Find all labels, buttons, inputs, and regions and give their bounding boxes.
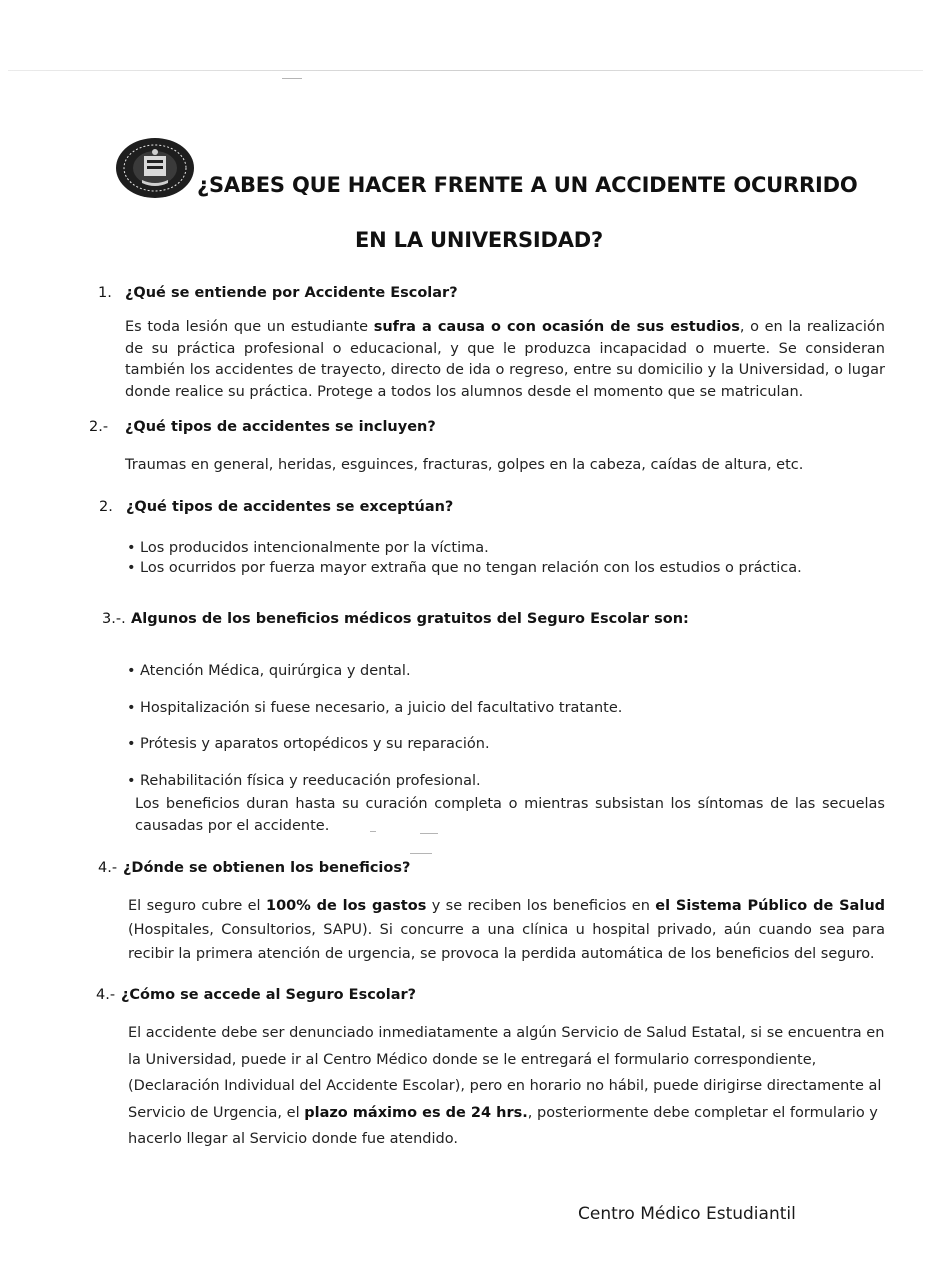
section-number: 4.-: [98, 860, 118, 876]
section-question: ¿Qué tipos de accidentes se incluyen?: [125, 419, 436, 435]
list-item: • Rehabilitación física y reeducación profesional.: [127, 763, 622, 800]
section-heading-2: [89, 419, 436, 435]
body-text-bold: sufra a causa o con ocasión de sus estudios: [373, 319, 740, 335]
section-heading-4: [102, 611, 689, 627]
section-question: Algunos de los beneficios médicos gratuitos del Seguro Escolar son:: [131, 611, 689, 627]
section-heading-3: [99, 499, 453, 515]
section-heading-1: [98, 285, 458, 301]
section-body-1: [125, 317, 885, 403]
signature-office: Centro Médico Estudiantil: [578, 1204, 796, 1224]
exceptions-list: [127, 538, 802, 578]
section-question: ¿Qué se entiende por Accidente Escolar?: [125, 285, 458, 301]
section-number: 2.: [99, 499, 113, 515]
document-title-line-1: ¿SABES QUE HACER FRENTE A UN ACCIDENTE OCURRIDO: [197, 173, 858, 197]
section-number: 4.-: [96, 987, 116, 1003]
body-text: y se reciben los beneficios en: [426, 898, 656, 914]
university-seal-icon: [114, 136, 196, 200]
body-text: El seguro cubre el: [128, 898, 266, 914]
body-text: El accidente debe ser denunciado inmediatamente a algún Servicio de Salud Estatal, si se encuentra en la Universidad, puede ir al Centro Médico donde se le entregará el formulario correspondiente, (Declaración Individual del Accidente Escolar), pero en horario no hábil, puede dirigirse directamente al Servicio de Urgencia, el: [128, 1025, 885, 1121]
section-heading-6: [96, 987, 416, 1003]
section-heading-5: [98, 860, 410, 876]
list-item: • Hospitalización si fuese necesario, a juicio del facultativo tratante.: [127, 690, 622, 727]
list-item: • Prótesis y aparatos ortopédicos y su reparación.: [127, 726, 622, 763]
body-text: Es toda lesión que un estudiante: [125, 319, 374, 335]
section-number: 1.: [98, 285, 112, 301]
body-text-bold: el Sistema Público de Salud: [655, 898, 886, 914]
scan-edge-line: [8, 70, 923, 71]
section-body-2: Traumas en general, heridas, esguinces, fracturas, golpes en la cabeza, caídas de altura, etc.: [125, 457, 804, 473]
body-text: , o en la realización de su práctica profesional o educacional, y que le produzca incapacidad o muerte. Se consideran también los accidentes de trayecto, directo de ida o regreso, entre su domicilio y la Universidad, o lugar donde realice su práctica. Protege a todos los alumnos desde el momento que se matriculan.: [125, 319, 885, 400]
section-question: ¿Cómo se accede al Seguro Escolar?: [121, 987, 417, 1003]
section-body-5: [128, 894, 885, 966]
body-text-bold: 100% de los gastos: [265, 898, 427, 914]
scan-speck: [410, 853, 432, 854]
list-item: • Los ocurridos por fuerza mayor extraña que no tengan relación con los estudios o práctica.: [127, 558, 802, 578]
section-number: 3.-.: [102, 611, 126, 627]
document-title-line-2: EN LA UNIVERSIDAD?: [355, 228, 604, 252]
section-body-6: [128, 1020, 885, 1153]
scan-speck: [282, 78, 302, 79]
body-text-bold: plazo máximo es de 24 hrs.: [304, 1104, 528, 1121]
list-item: • Atención Médica, quirúrgica y dental.: [127, 653, 622, 690]
section-number: 2.-: [89, 419, 109, 435]
body-text: (Hospitales, Consultorios, SAPU). Si concurre a una clínica u hospital privado, aún cuando sea para recibir la primera atención de urgencia, se provoca la perdida automática de los beneficios del seguro.: [128, 922, 885, 962]
benefits-list: [127, 653, 622, 799]
benefits-note: Los beneficios duran hasta su curación completa o mientras subsistan los síntomas de las secuelas causadas por el accidente.: [135, 796, 885, 834]
body-text: , posteriormente debe completar el formulario y hacerlo llegar al Servicio donde fue atendido.: [128, 1104, 878, 1147]
section-question: ¿Qué tipos de accidentes se exceptúan?: [126, 499, 454, 515]
section-question: ¿Dónde se obtienen los beneficios?: [123, 860, 411, 876]
list-item: • Los producidos intencionalmente por la víctima.: [127, 538, 802, 558]
